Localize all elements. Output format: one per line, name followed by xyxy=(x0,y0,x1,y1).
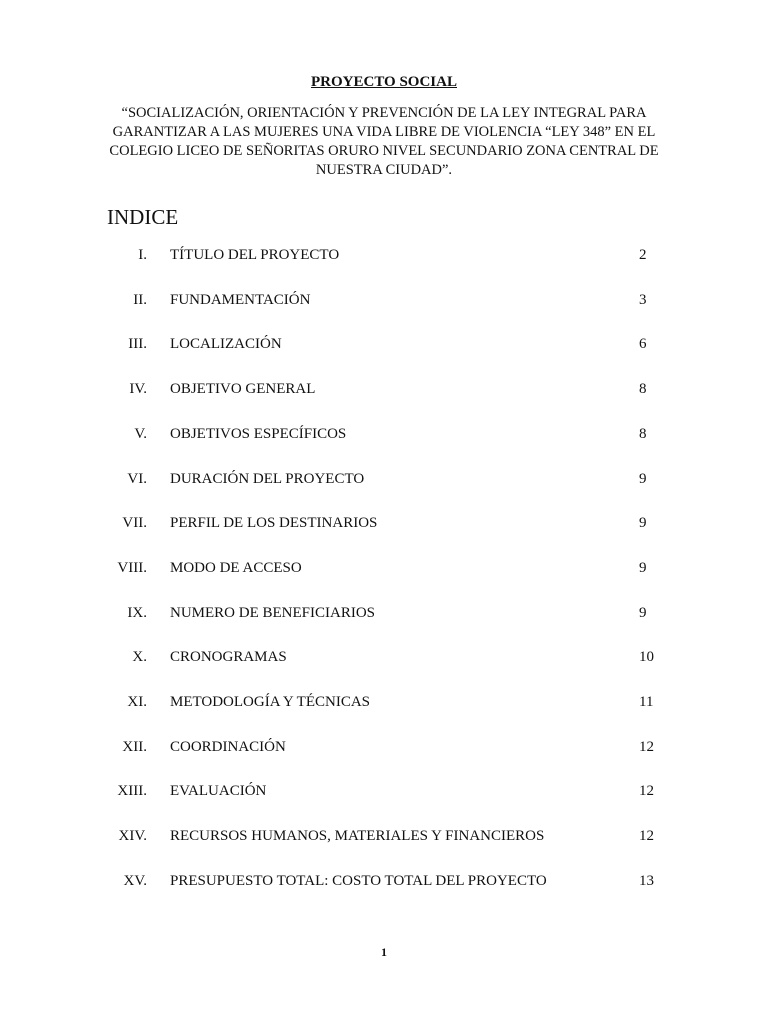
toc-entry-number: XIII. xyxy=(117,783,147,800)
toc-entry-title: METODOLOGÍA Y TÉCNICAS xyxy=(170,694,371,710)
toc-entry-title: DURACIÓN DEL PROYECTO xyxy=(170,470,365,487)
toc-entry-title: PERFIL DE LOS DESTINARIOS xyxy=(170,515,378,532)
document-title: PROYECTO SOCIAL xyxy=(310,74,457,90)
toc-entry-page: 2 xyxy=(639,247,647,263)
toc-entry-page: 11 xyxy=(639,694,654,710)
toc-entry-number: VI. xyxy=(127,470,147,487)
toc-entry-page: 10 xyxy=(639,649,654,666)
toc-entry-title: PRESUPUESTO TOTAL: COSTO TOTAL DEL PROYECTO xyxy=(170,872,547,889)
toc-entry xyxy=(0,780,768,802)
toc-entry-page: 8 xyxy=(639,425,647,442)
toc-entry-title: TÍTULO DEL PROYECTO xyxy=(170,247,340,263)
toc-entry-title: COORDINACIÓN xyxy=(170,738,286,755)
subtitle-line: NUESTRA CIUDAD”. xyxy=(315,162,453,178)
toc-entry-title: EVALUACIÓN xyxy=(170,783,267,800)
toc-entry xyxy=(0,691,768,713)
toc-entry-number: IX. xyxy=(127,604,147,621)
toc-entry-title: RECURSOS HUMANOS, MATERIALES Y FINANCIEROS xyxy=(170,828,545,845)
toc-entry-number: X. xyxy=(132,649,147,666)
toc-entry-page: 12 xyxy=(639,828,654,845)
toc-entry-number: XIV. xyxy=(118,828,147,845)
toc-entry xyxy=(0,378,768,400)
toc-entry xyxy=(0,512,768,534)
toc-entry-number: XV. xyxy=(123,872,147,889)
toc-entry-number: XII. xyxy=(122,738,147,755)
toc-entry-page: 12 xyxy=(639,738,654,755)
toc-entry-number: III. xyxy=(128,336,147,353)
project-subtitle xyxy=(104,104,664,180)
toc-entry xyxy=(0,244,768,266)
toc-entry-page: 8 xyxy=(639,381,647,398)
toc-entry-page: 9 xyxy=(639,515,647,532)
toc-entry-page: 9 xyxy=(639,604,647,621)
toc-entry-number: VIII. xyxy=(117,559,147,576)
toc-entry xyxy=(0,646,768,668)
toc-entry xyxy=(0,870,768,892)
toc-entry-title: CRONOGRAMAS xyxy=(170,649,287,666)
toc-entry-title: NUMERO DE BENEFICIARIOS xyxy=(170,604,376,621)
toc-entry-title: FUNDAMENTACIÓN xyxy=(170,291,311,308)
toc-entry-page: 3 xyxy=(639,291,647,308)
page-number: 1 xyxy=(381,945,387,959)
toc-entry-number: VII. xyxy=(122,515,147,532)
toc-entry-page: 13 xyxy=(639,872,654,889)
toc-entry-number: IV. xyxy=(129,381,147,398)
toc-entry-number: XI. xyxy=(127,694,147,710)
toc-entry-title: LOCALIZACIÓN xyxy=(170,336,282,353)
toc-entry-page: 9 xyxy=(639,559,647,576)
toc-entry-page: 6 xyxy=(639,336,647,353)
toc-entry xyxy=(0,602,768,624)
toc-entry-page: 12 xyxy=(639,783,654,800)
toc-entry xyxy=(0,289,768,311)
subtitle-line: COLEGIO LICEO DE SEÑORITAS ORURO NIVEL SECUNDARIO ZONA CENTRAL DE xyxy=(109,143,659,159)
index-heading: INDICE xyxy=(107,205,179,229)
toc-entry xyxy=(0,825,768,847)
toc-entry xyxy=(0,333,768,355)
toc-entry xyxy=(0,736,768,758)
toc-entry-title: MODO DE ACCESO xyxy=(170,559,302,576)
toc-entry-title: OBJETIVOS ESPECÍFICOS xyxy=(170,425,347,442)
toc-entry xyxy=(0,468,768,490)
toc-entry xyxy=(0,423,768,445)
toc-entry-number: I. xyxy=(138,247,147,263)
toc-entry xyxy=(0,557,768,579)
toc-entry-number: V. xyxy=(134,425,147,442)
toc-entry-title: OBJETIVO GENERAL xyxy=(170,381,316,398)
subtitle-line: “SOCIALIZACIÓN, ORIENTACIÓN Y PREVENCIÓN DE LA LEY INTEGRAL PARA xyxy=(121,105,647,121)
toc-entry-page: 9 xyxy=(639,470,647,487)
subtitle-line: GARANTIZAR A LAS MUJERES UNA VIDA LIBRE DE VIOLENCIA “LEY 348” EN EL xyxy=(112,124,656,140)
toc-entry-number: II. xyxy=(133,291,147,308)
